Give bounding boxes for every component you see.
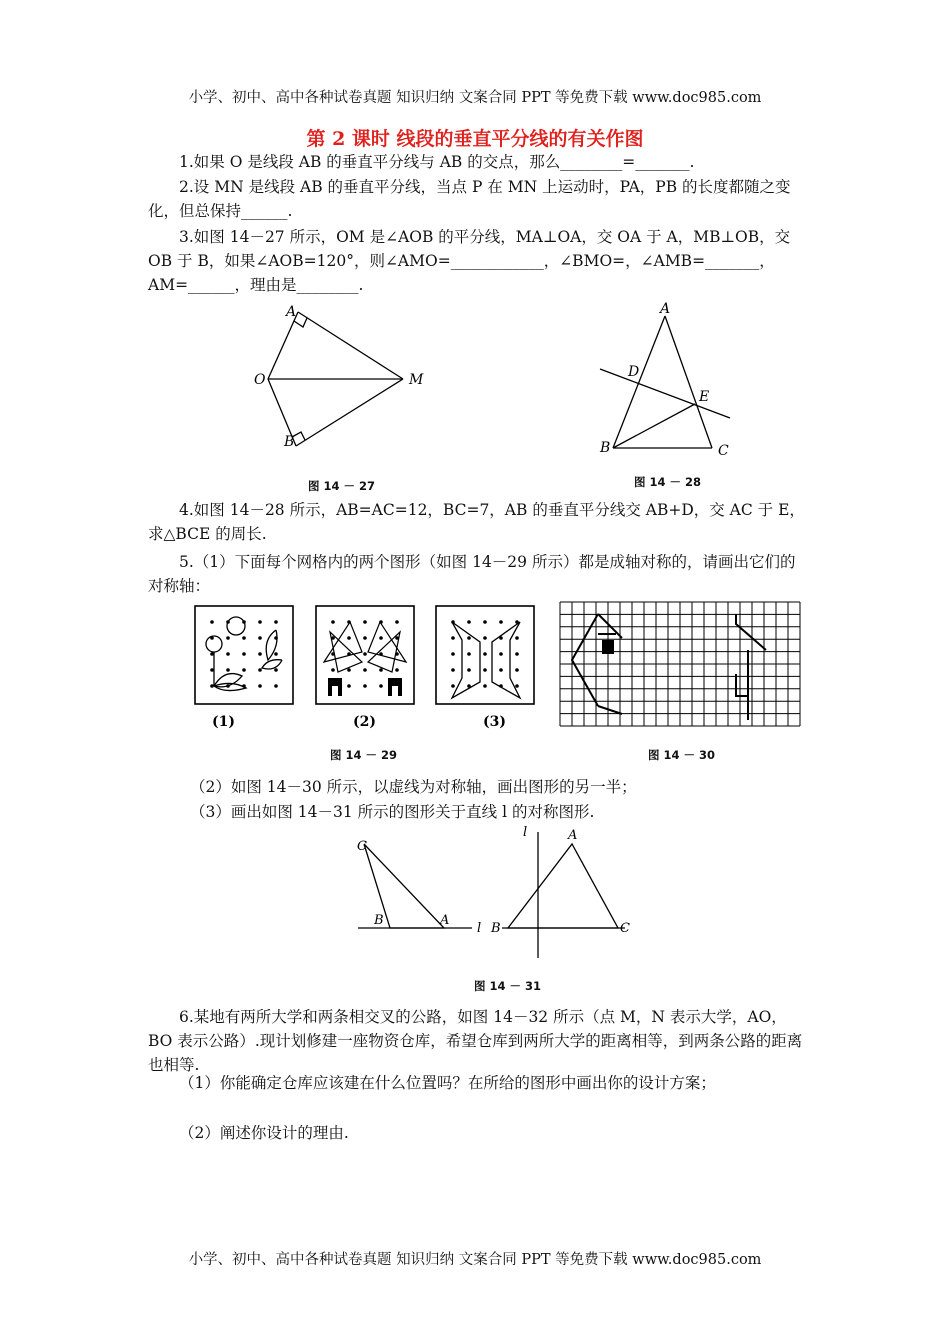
grid-dot: [258, 652, 262, 656]
figure-14-28: [590, 298, 740, 463]
fig29-label-3: (3): [483, 714, 506, 730]
fig28-label-b: B: [600, 440, 611, 456]
grid-dot: [363, 684, 367, 688]
grid-dot: [515, 684, 519, 688]
grid-dot: [242, 668, 246, 672]
grid-dot: [331, 620, 335, 624]
page-header: 小学、初中、高中各种试卷真题 知识归纳 文案合同 PPT 等免费下载 www.doc985.com: [188, 90, 762, 106]
grid-dot: [226, 636, 230, 640]
grid-dot: [258, 668, 262, 672]
fig28-label-e: E: [699, 389, 710, 405]
grid-dot: [274, 668, 278, 672]
grid-dot: [483, 684, 487, 688]
grid-dot: [515, 668, 519, 672]
grid-dot: [347, 684, 351, 688]
grid-dot: [258, 620, 262, 624]
grid-dot: [451, 668, 455, 672]
grid-dot: [363, 636, 367, 640]
grid-dot: [379, 668, 383, 672]
grid-dot: [395, 620, 399, 624]
grid-dot: [226, 652, 230, 656]
question-2: 2.设 MN 是线段 AB 的垂直平分线，当点 P 在 MN 上运动时，PA，PB 的长度都随之变化，但总保持______.: [148, 178, 791, 220]
grid-dot: [451, 684, 455, 688]
grid-dot: [467, 636, 471, 640]
grid-dot: [242, 652, 246, 656]
grid-dot: [274, 652, 278, 656]
fig31-label-b-right: B: [491, 921, 501, 936]
grid-dot: [499, 668, 503, 672]
fig28-caption: 图 14 － 28: [634, 475, 702, 489]
grid-dot: [363, 668, 367, 672]
page-footer: 小学、初中、高中各种试卷真题 知识归纳 文案合同 PPT 等免费下载 www.doc985.com: [188, 1252, 762, 1268]
fig31-label-l-horizontal: l: [477, 921, 482, 936]
grid-dot: [363, 620, 367, 624]
grid-dot: [379, 636, 383, 640]
grid-dot: [483, 668, 487, 672]
fig29-label-2: (2): [353, 714, 376, 730]
grid-dot: [395, 668, 399, 672]
fig31-label-a-right: A: [568, 828, 578, 843]
fig28-label-a: A: [660, 301, 671, 317]
question-5-part1: 5.（1）下面每个网格内的两个图形（如图 14－29 所示）都是成轴对称的，请画出它们的对称轴：: [148, 553, 796, 595]
grid-dot: [451, 636, 455, 640]
grid-dot: [210, 684, 214, 688]
fig27-caption: 图 14 － 27: [308, 479, 376, 493]
fig27-label-m: M: [409, 372, 424, 388]
question-1: 1.如果 O 是线段 AB 的垂直平分线与 AB 的交点，那么________=_______.: [179, 153, 695, 171]
fig31-label-a-left: A: [440, 913, 450, 928]
grid-dot: [499, 652, 503, 656]
grid-dot: [467, 652, 471, 656]
fig31-label-c-right: C: [620, 921, 630, 936]
page-title: 第 2 课时 线段的垂直平分线的有关作图: [306, 128, 644, 150]
fig27-label-b: B: [284, 434, 295, 450]
grid-dot: [210, 620, 214, 624]
question-3: 3.如图 14－27 所示，OM 是∠AOB 的平分线，MA⊥OA，交 OA 于 A，MB⊥OB，交 OB 于 B，如果∠AOB=120°，则∠AMO=____________，∠BMO=，∠AMB=_______，AM=______，理由是________.: [148, 228, 791, 294]
fig31-label-l-vertical: l: [523, 825, 528, 840]
fig27-label-o: O: [254, 372, 266, 388]
figure-14-27: [248, 300, 438, 470]
fig29-caption: 图 14 － 29: [330, 748, 398, 762]
fig29-label-1: (1): [212, 714, 235, 730]
question-4: 4.如图 14－28 所示，AB=AC=12，BC=7，AB 的垂直平分线交 AB+D，交 AC 于 E，求△BCE 的周长.: [148, 501, 805, 543]
grid-dot: [226, 668, 230, 672]
fig31-label-b-left: B: [374, 913, 384, 928]
fig28-label-c: C: [718, 443, 729, 459]
question-6-part1: （1）你能确定仓库应该建在什么位置吗？在所给的图形中画出你的设计方案；: [179, 1074, 716, 1092]
grid-dot: [258, 636, 262, 640]
figure-14-31: [350, 820, 650, 970]
figure-14-29: [190, 602, 542, 742]
grid-dot: [347, 668, 351, 672]
fig28-label-d: D: [628, 364, 640, 380]
grid-dot: [242, 636, 246, 640]
grid-dot: [515, 636, 519, 640]
fig27-label-a: A: [286, 304, 297, 320]
question-5-part3: （3）画出如图 14－31 所示的图形关于直线 l 的对称图形.: [190, 803, 595, 821]
fig31-caption: 图 14 － 31: [474, 979, 542, 993]
grid-dot: [210, 652, 214, 656]
grid-dot: [274, 684, 278, 688]
grid-dot: [363, 652, 367, 656]
grid-dot: [347, 636, 351, 640]
grid-dot: [274, 620, 278, 624]
fig31-label-c-left: C: [357, 839, 367, 854]
question-6: 6.某地有两所大学和两条相交叉的公路，如图 14－32 所示（点 M，N 表示大学，AO，BO 表示公路）.现计划修建一座物资仓库，希望仓库到两所大学的距离相等，到两条公路的距离也相等.: [148, 1008, 803, 1074]
grid-dot: [515, 652, 519, 656]
grid-dot: [451, 652, 455, 656]
question-6-part2: （2）阐述你设计的理由.: [179, 1124, 349, 1142]
figure-14-30: [558, 600, 803, 730]
grid-dot: [210, 668, 214, 672]
grid-dot: [379, 684, 383, 688]
grid-dot: [331, 668, 335, 672]
grid-dot: [483, 620, 487, 624]
grid-dot: [258, 684, 262, 688]
grid-dot: [467, 668, 471, 672]
grid-dot: [467, 620, 471, 624]
grid-dot: [483, 652, 487, 656]
question-5-part2: （2）如图 14－30 所示，以虚线为对称轴，画出图形的另一半；: [190, 778, 637, 796]
grid-dot: [483, 636, 487, 640]
fig30-caption: 图 14 － 30: [648, 748, 716, 762]
grid-dot: [499, 620, 503, 624]
